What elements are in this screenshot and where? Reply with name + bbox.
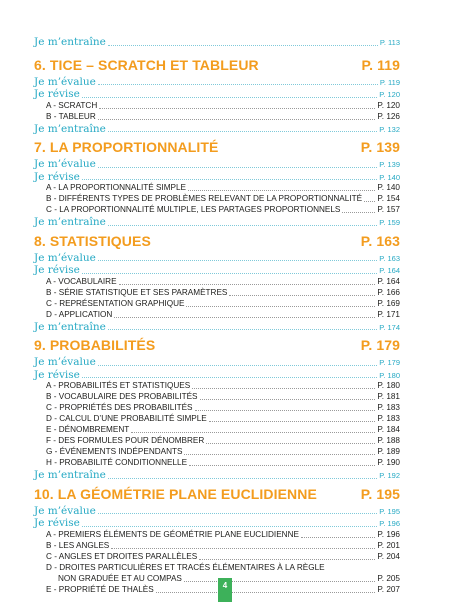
toc-page-ref: P. 119 bbox=[379, 77, 400, 87]
toc-item[interactable] bbox=[34, 574, 400, 585]
toc-page-ref: P. 196 bbox=[379, 519, 400, 528]
toc-item[interactable] bbox=[34, 530, 400, 541]
leader-dots bbox=[82, 97, 377, 98]
table-of-contents bbox=[34, 36, 400, 596]
toc-page-ref: P. 119 bbox=[361, 56, 400, 73]
toc-subentry[interactable] bbox=[34, 369, 400, 382]
toc-item[interactable] bbox=[34, 436, 400, 447]
toc-item-label: B - DIFFÉRENTS TYPES DE PROBLÈMES RELEVANT DE LA PROPORTIONNALITÉ bbox=[46, 194, 363, 203]
toc-item-label: B - VOCABULAIRE DES PROBABILITÉS bbox=[46, 392, 198, 401]
toc-page-ref: P. 164 bbox=[377, 276, 400, 286]
toc-item[interactable] bbox=[34, 458, 400, 469]
toc-subentry[interactable] bbox=[34, 171, 400, 184]
section-heading[interactable] bbox=[34, 233, 400, 252]
toc-subentry-label: Je révise bbox=[34, 517, 80, 529]
toc-subentry-label: Je m’évalue bbox=[34, 356, 96, 368]
toc-item-label: A - VOCABULAIRE bbox=[46, 276, 117, 286]
leader-dots bbox=[98, 119, 376, 120]
toc-page-ref: P. 181 bbox=[377, 392, 400, 401]
toc-page-ref: P. 195 bbox=[379, 506, 400, 516]
toc-page-ref: P. 139 bbox=[379, 160, 400, 169]
toc-item[interactable] bbox=[34, 101, 400, 112]
toc-item[interactable] bbox=[34, 310, 400, 321]
toc-item-label: E - DÉNOMBREMENT bbox=[46, 425, 130, 434]
leader-dots bbox=[108, 45, 378, 46]
toc-item[interactable] bbox=[34, 299, 400, 310]
section-heading[interactable] bbox=[34, 139, 400, 158]
toc-item-label: B - TABLEUR bbox=[46, 111, 96, 121]
toc-page-ref: P. 184 bbox=[377, 425, 400, 434]
toc-subentry-label: Je m’entraîne bbox=[34, 216, 106, 228]
leader-dots bbox=[98, 513, 377, 514]
leader-dots bbox=[82, 179, 377, 180]
leader-dots bbox=[99, 108, 375, 109]
leader-dots bbox=[98, 167, 377, 168]
toc-subentry[interactable] bbox=[34, 517, 400, 530]
toc-item[interactable] bbox=[34, 563, 400, 574]
toc-item[interactable] bbox=[34, 425, 400, 436]
leader-dots bbox=[131, 432, 375, 433]
toc-page-ref: P. 189 bbox=[377, 447, 400, 456]
toc-page-ref: P. 183 bbox=[377, 403, 400, 412]
leader-dots bbox=[209, 421, 376, 422]
toc-subentry-label: Je m’évalue bbox=[34, 251, 96, 264]
toc-item-label: A - PREMIERS ÉLÉMENTS DE GÉOMÉTRIE PLANE EUCLIDIENNE bbox=[46, 529, 299, 539]
leader-dots bbox=[229, 295, 375, 296]
toc-subentry-label: Je m’entraîne bbox=[34, 122, 106, 135]
toc-item[interactable] bbox=[34, 541, 400, 552]
toc-item[interactable] bbox=[34, 552, 400, 563]
toc-page-ref: P. 174 bbox=[379, 322, 400, 332]
toc-item-label: C - LA PROPORTIONNALITÉ MULTIPLE, LES PARTAGES PROPORTIONNELS bbox=[46, 205, 341, 214]
toc-page-ref: P. 180 bbox=[377, 381, 400, 390]
leader-dots bbox=[184, 454, 375, 455]
toc-subentry[interactable] bbox=[34, 36, 400, 49]
section-heading[interactable] bbox=[34, 486, 400, 505]
toc-item-label: A - PROBABILITÉS ET STATISTIQUES bbox=[46, 381, 191, 390]
toc-page-ref: P. 159 bbox=[379, 218, 400, 227]
toc-subentry-label: Je m’évalue bbox=[34, 75, 96, 88]
leader-dots bbox=[200, 399, 376, 400]
leader-dots bbox=[199, 559, 375, 560]
leader-dots bbox=[108, 478, 377, 479]
section-heading-label: 10. LA GÉOMÉTRIE PLANE EUCLIDIENNE bbox=[34, 485, 317, 502]
toc-page-ref: P. 205 bbox=[377, 573, 400, 583]
toc-item[interactable] bbox=[34, 183, 400, 194]
toc-item-label: C - PROPRIÉTÉS DES PROBABILITÉS bbox=[46, 403, 193, 412]
toc-page-ref: P. 163 bbox=[360, 232, 400, 249]
leader-dots bbox=[108, 329, 377, 330]
toc-page-ref: P. 195 bbox=[360, 485, 400, 502]
toc-subentry[interactable] bbox=[34, 252, 400, 265]
toc-page-ref: P. 113 bbox=[379, 38, 400, 47]
toc-page-ref: P. 179 bbox=[379, 358, 400, 367]
leader-dots bbox=[98, 84, 378, 85]
toc-page-ref: P. 179 bbox=[360, 337, 400, 353]
toc-item-label: H - PROBABILITÉ CONDITIONNELLE bbox=[46, 458, 188, 467]
toc-page-ref: P. 192 bbox=[379, 471, 400, 480]
toc-item[interactable] bbox=[34, 205, 400, 216]
toc-item-label: A - SCRATCH bbox=[46, 100, 98, 110]
section-heading-label: 7. LA PROPORTIONNALITÉ bbox=[34, 139, 219, 155]
toc-item-label: C - ANGLES ET DROITES PARALLÈLES bbox=[46, 551, 198, 561]
toc-item-label: C - REPRÉSENTATION GRAPHIQUE bbox=[46, 298, 185, 308]
toc-subentry[interactable] bbox=[34, 216, 400, 229]
toc-page-ref: P. 163 bbox=[379, 253, 400, 263]
toc-page-ref: P. 132 bbox=[379, 124, 400, 134]
leader-dots bbox=[108, 225, 377, 226]
toc-item-label: B - LES ANGLES bbox=[46, 540, 110, 550]
leader-dots bbox=[156, 592, 376, 593]
leader-dots bbox=[98, 260, 377, 261]
leader-dots bbox=[184, 581, 375, 582]
toc-subentry[interactable] bbox=[34, 76, 400, 89]
leader-dots bbox=[82, 526, 377, 527]
toc-subentry[interactable] bbox=[34, 88, 400, 101]
toc-item[interactable] bbox=[34, 381, 400, 392]
toc-page-ref: P. 157 bbox=[377, 205, 400, 214]
toc-item-label: B - SÉRIE STATISTIQUE ET SES PARAMÈTRES bbox=[46, 287, 228, 297]
leader-dots bbox=[82, 273, 377, 274]
toc-item-label: D - CALCUL D’UNE PROBABILITÉ SIMPLE bbox=[46, 414, 207, 423]
section-heading[interactable] bbox=[34, 337, 400, 356]
leader-dots bbox=[364, 201, 375, 202]
toc-page-ref: P. 154 bbox=[377, 194, 400, 203]
toc-item[interactable] bbox=[34, 392, 400, 403]
toc-item-label: D - APPLICATION bbox=[46, 309, 113, 319]
toc-page-ref: P. 207 bbox=[377, 584, 400, 594]
toc-item[interactable] bbox=[34, 288, 400, 299]
toc-subentry[interactable] bbox=[34, 321, 400, 334]
toc-page-ref: P. 183 bbox=[377, 414, 400, 423]
toc-page-ref: P. 171 bbox=[377, 309, 400, 319]
toc-item-label: NON GRADUÉE ET AU COMPAS bbox=[58, 573, 182, 583]
toc-item[interactable] bbox=[34, 585, 400, 596]
toc-item-label: D - DROITES PARTICULIÈRES ET TRACÉS ÉLÉMENTAIRES À LA RÈGLE bbox=[46, 562, 325, 572]
leader-dots bbox=[188, 190, 375, 191]
toc-subentry[interactable] bbox=[34, 505, 400, 518]
toc-subentry[interactable] bbox=[34, 264, 400, 277]
toc-subentry-label: Je révise bbox=[34, 368, 80, 381]
toc-subentry[interactable] bbox=[34, 356, 400, 369]
toc-item-label: E - PROPRIÉTÉ DE THALÈS bbox=[46, 584, 154, 594]
toc-page-ref: P. 180 bbox=[379, 370, 400, 380]
leader-dots bbox=[192, 388, 375, 389]
leader-dots bbox=[119, 284, 376, 285]
toc-item[interactable] bbox=[34, 403, 400, 414]
toc-item[interactable] bbox=[34, 112, 400, 123]
toc-item[interactable] bbox=[34, 447, 400, 458]
toc-page-ref: P. 204 bbox=[377, 551, 400, 561]
toc-subentry-label: Je révise bbox=[34, 264, 80, 276]
toc-item-label: G - ÉVÉNEMENTS INDÉPENDANTS bbox=[46, 447, 183, 456]
toc-item[interactable] bbox=[34, 194, 400, 205]
toc-item[interactable] bbox=[34, 277, 400, 288]
page-number: 4 bbox=[218, 578, 232, 602]
toc-item-label: A - LA PROPORTIONNALITÉ SIMPLE bbox=[46, 183, 186, 192]
toc-subentry-label: Je m’évalue bbox=[34, 504, 96, 517]
toc-page-ref: P. 196 bbox=[377, 529, 400, 539]
toc-page-ref: P. 140 bbox=[379, 172, 400, 182]
toc-subentry-label: Je révise bbox=[34, 88, 80, 100]
toc-subentry[interactable] bbox=[34, 158, 400, 171]
leader-dots bbox=[111, 548, 375, 549]
toc-page-ref: P. 126 bbox=[377, 111, 400, 121]
leader-dots bbox=[82, 377, 377, 378]
toc-page-ref: P. 169 bbox=[377, 298, 400, 308]
toc-page-ref: P. 190 bbox=[377, 458, 400, 467]
leader-dots bbox=[189, 465, 375, 466]
toc-page-ref: P. 201 bbox=[377, 540, 400, 550]
leader-dots bbox=[195, 410, 376, 411]
leader-dots bbox=[108, 131, 377, 132]
toc-subentry-label: Je m’entraîne bbox=[34, 469, 106, 481]
toc-subentry-label: Je m’évalue bbox=[34, 158, 96, 170]
section-heading[interactable] bbox=[34, 57, 400, 76]
section-heading-label: 6. TICE – SCRATCH ET TABLEUR bbox=[34, 56, 259, 73]
toc-item[interactable] bbox=[34, 414, 400, 425]
toc-subentry[interactable] bbox=[34, 469, 400, 482]
leader-dots bbox=[98, 365, 377, 366]
leader-dots bbox=[114, 317, 375, 318]
toc-page-ref: P. 139 bbox=[360, 139, 400, 155]
leader-dots bbox=[342, 212, 375, 213]
toc-page-ref: P. 120 bbox=[379, 90, 400, 99]
toc-subentry-label: Je m’entraîne bbox=[34, 320, 106, 333]
section-heading-label: 8. STATISTIQUES bbox=[34, 232, 151, 249]
toc-subentry-label: Je m’entraîne bbox=[34, 36, 106, 48]
toc-page-ref: P. 120 bbox=[377, 100, 400, 110]
leader-dots bbox=[186, 306, 375, 307]
toc-page-ref: P. 164 bbox=[379, 266, 400, 275]
toc-page-ref: P. 140 bbox=[377, 183, 400, 192]
toc-subentry-label: Je révise bbox=[34, 170, 80, 183]
leader-dots bbox=[301, 537, 375, 538]
toc-item-label: F - DES FORMULES POUR DÉNOMBRER bbox=[46, 436, 205, 445]
toc-page-ref: P. 166 bbox=[377, 287, 400, 297]
section-heading-label: 9. PROBABILITÉS bbox=[34, 337, 156, 353]
leader-dots bbox=[206, 443, 375, 444]
toc-subentry[interactable] bbox=[34, 123, 400, 136]
toc-page-ref: P. 188 bbox=[377, 436, 400, 445]
